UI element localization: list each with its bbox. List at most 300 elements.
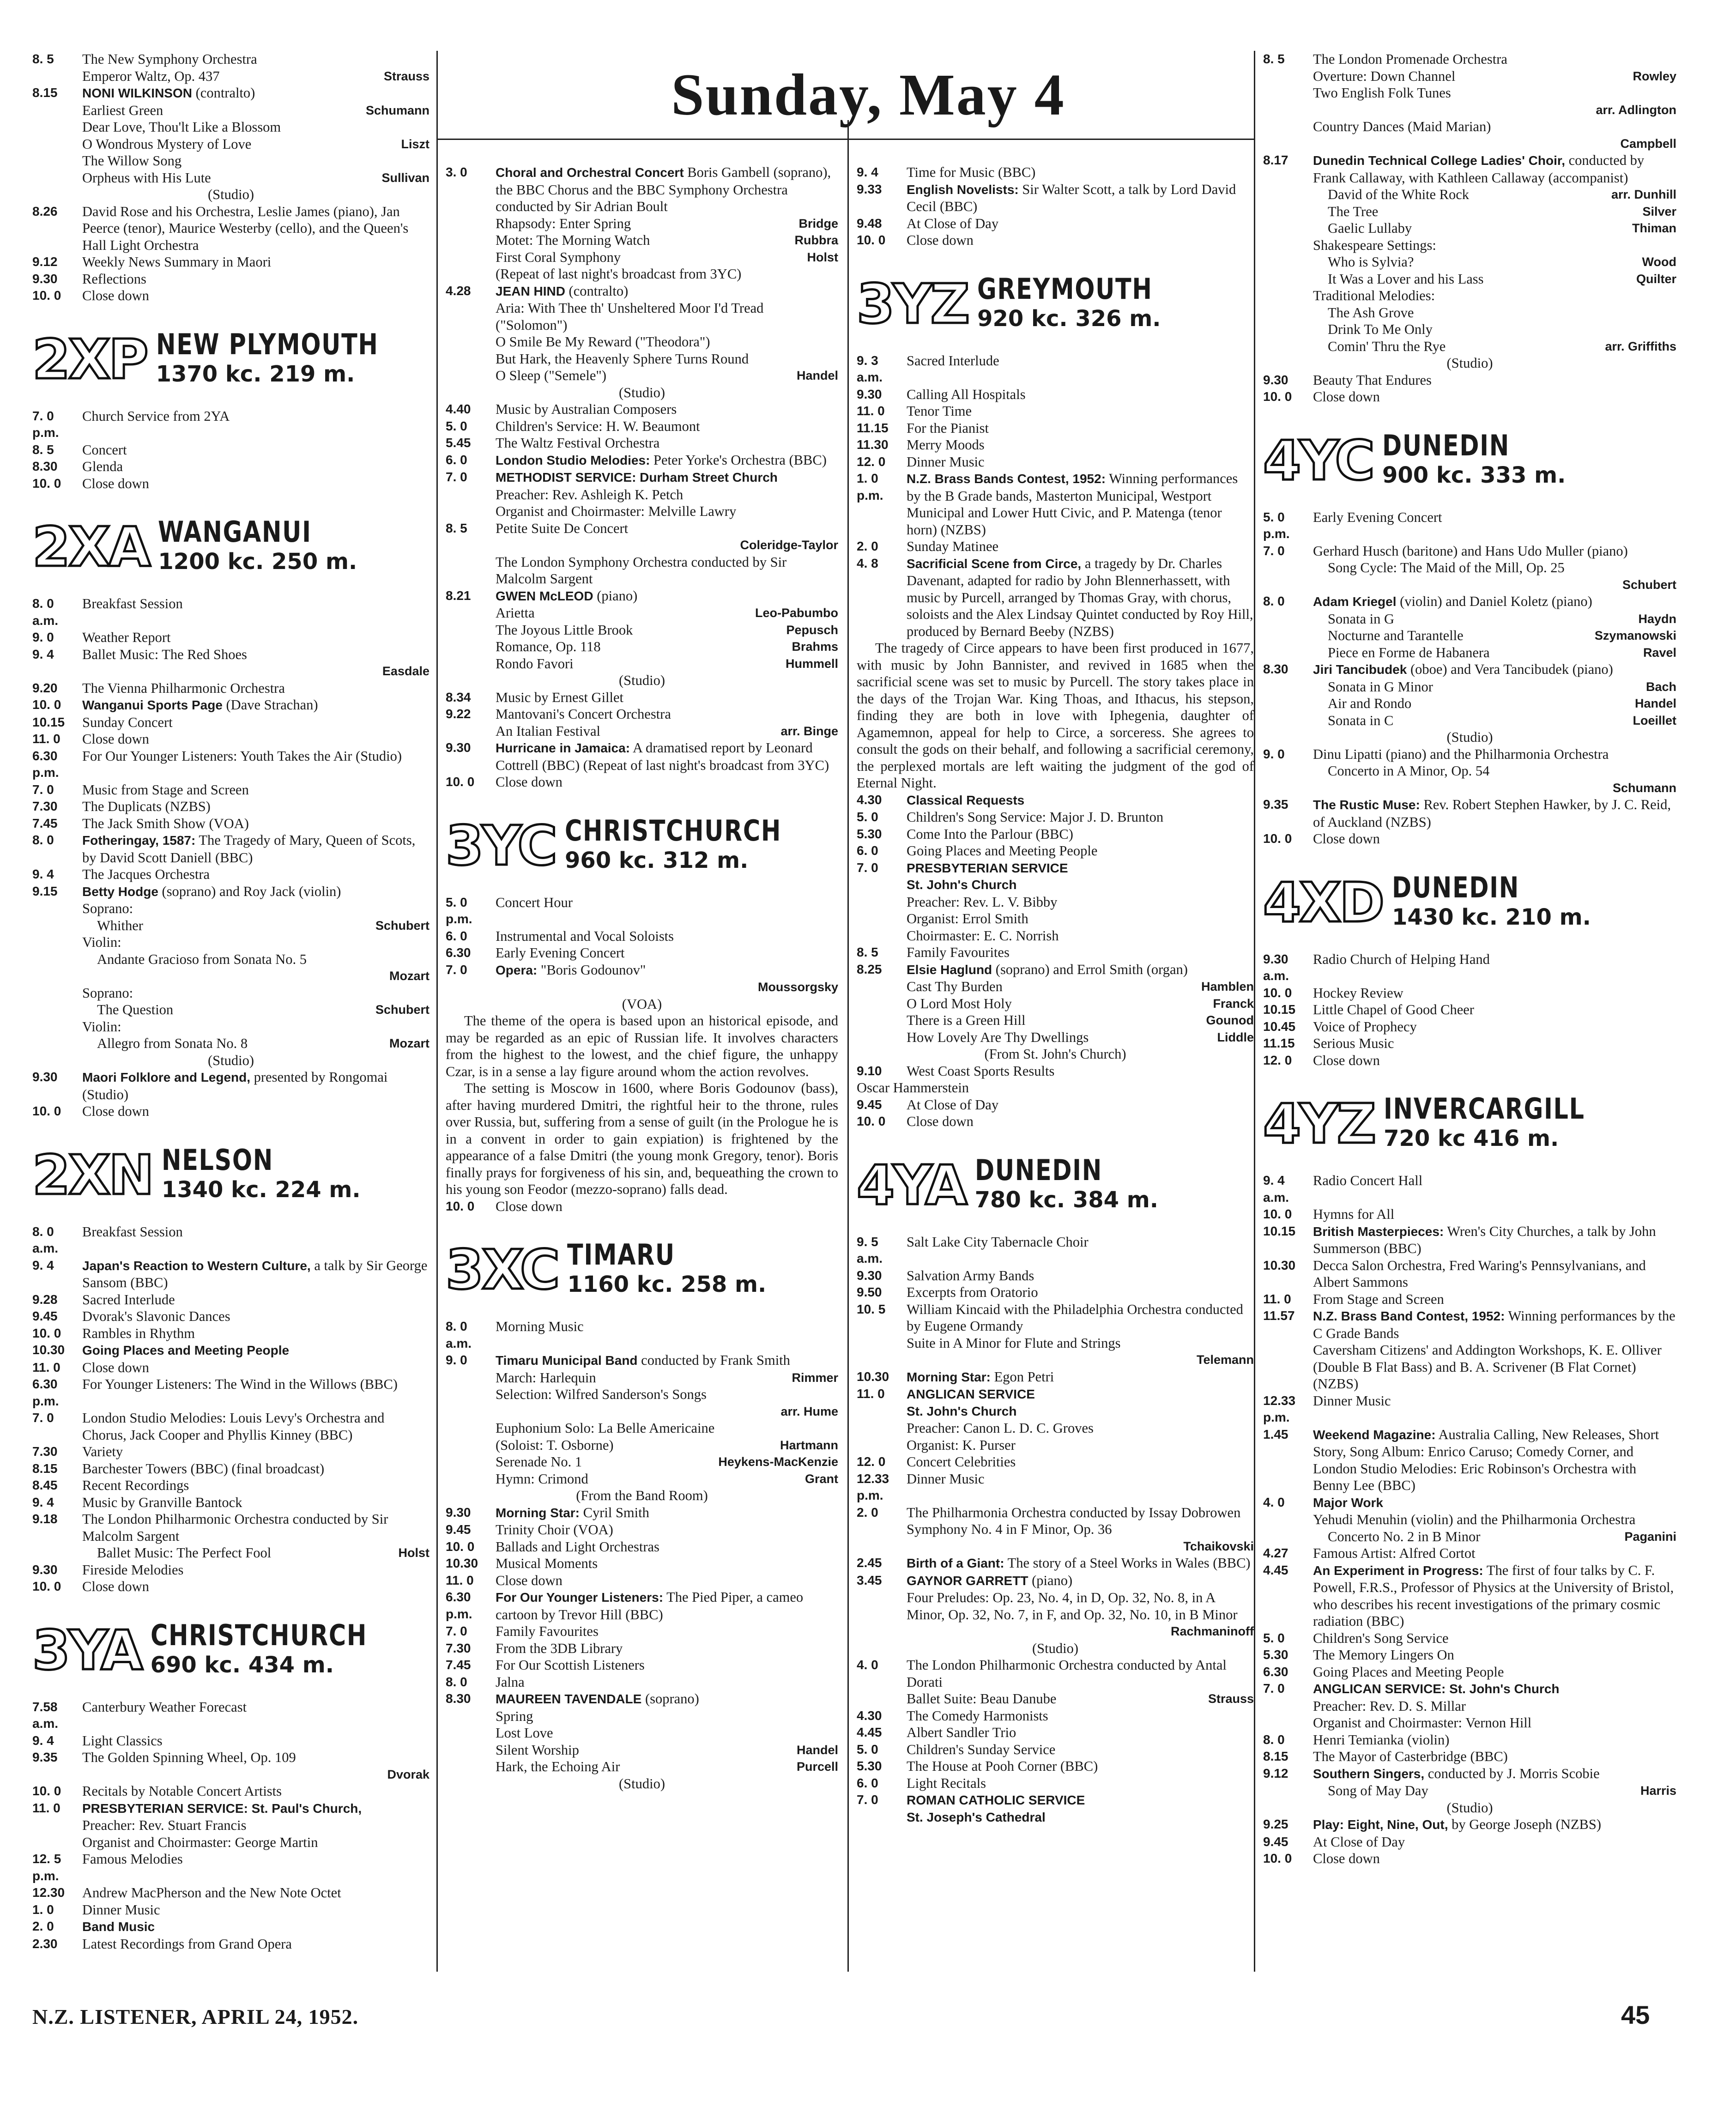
programme-time: 7.30 [32, 799, 58, 813]
work-line [1263, 355, 1676, 372]
station-city: WANGANUI [158, 515, 312, 549]
programme-time: 8. 5 [857, 945, 878, 959]
programme-entry [1263, 543, 1676, 560]
programme-entry [857, 1368, 1254, 1386]
programme-time: 1.45 [1263, 1427, 1288, 1441]
programme-text [82, 696, 429, 714]
programme-description: Close down [1313, 1052, 1380, 1068]
programme-time: 10. 0 [32, 476, 61, 490]
station-callsign-logo: 4YA [857, 1153, 966, 1217]
programme-time: 11. 0 [1263, 1291, 1291, 1306]
work-title: St. John's Church [907, 1404, 1017, 1418]
programme-time: 4. 0 [857, 1658, 878, 1672]
programme-description: Australia Calling, New Releases, Short Story, Song Album: Enrico Caruso; Comedy Corner, and London Studio Melodies: Eric Robinson's Orchestra with Benny Lee (BBC) [1313, 1426, 1659, 1493]
programme-entry [446, 1504, 838, 1522]
programme-description: Beauty That Endures [1313, 372, 1432, 388]
work-line [32, 900, 429, 917]
composer-name [834, 1420, 838, 1437]
work-title: Andante Gracioso from Sonata No. 5 [97, 951, 307, 967]
programme-entry [857, 1657, 1254, 1690]
programme-description: William Kincaid with the Philadelphia Orchestra conducted by Eugene Ormandy [907, 1301, 1243, 1334]
programme-time: 6.30 [446, 945, 471, 960]
programme-entry [857, 842, 1254, 860]
programme-text [1313, 509, 1676, 526]
station-header [32, 325, 429, 394]
programme-entry [1263, 1257, 1676, 1291]
work-title: Song Cycle: The Maid of the Mill, Op. 25 [1328, 560, 1565, 575]
programme-time: 3.45 [857, 1573, 882, 1587]
work-line [1263, 135, 1676, 152]
programme-entry [857, 792, 1254, 809]
programme-time: 9. 0 [1263, 746, 1285, 761]
programme-time: 8. 0 a.m. [32, 596, 59, 628]
work-title: Romance, Op. 118 [496, 639, 601, 654]
programme-time: 11.15 [857, 420, 889, 435]
composer-name: Liszt [401, 137, 429, 151]
programme-time: 10. 0 [446, 1199, 475, 1213]
programme-time: 11. 0 [32, 1360, 60, 1374]
composer-name [425, 152, 429, 170]
programme-text [907, 1471, 1254, 1488]
programme-entry [32, 1069, 429, 1103]
programme-entry [32, 51, 429, 68]
work-title: Preacher: Rev. Ashleigh K. Petch [496, 486, 684, 503]
work-title: But Hark, the Heavenly Sphere Turns Round [496, 351, 749, 367]
programme-entry [446, 1352, 838, 1369]
programme-highlight: Timaru Municipal Band [496, 1353, 638, 1368]
programme-time: 9. 4 [32, 1258, 54, 1272]
composer-name: Hartmann [780, 1438, 838, 1452]
programme-time: 5.30 [1263, 1647, 1288, 1662]
station-header [446, 811, 838, 880]
programme-description: a talk by Sir George Sansom (BBC) [82, 1257, 428, 1290]
composer-name [834, 486, 838, 503]
work-title: Emperor Waltz, Op. 437 [82, 68, 220, 84]
programme-text [907, 1724, 1254, 1741]
programme-text [1313, 51, 1676, 68]
work-line [32, 917, 429, 934]
programme-time: 5.45 [446, 436, 471, 450]
programme-text [1313, 1223, 1676, 1257]
work-title: Rondo Favori [496, 655, 574, 672]
programme-description: a tragedy by Dr. Charles Davenant, adapted for radio by John Blennerhassett, with music by Purcell, arranged by Thomas Gray, with chorus, soloists and the Alex Lindsay Quintet conducted by Roy Hill, produced by Bernard Beeby (NZBS) [907, 555, 1253, 639]
work-line [32, 1834, 429, 1851]
programme-text [1313, 1680, 1676, 1698]
programme-time: 5.30 [857, 1759, 882, 1773]
programme-description: At Close of Day [907, 215, 999, 231]
programme-time: 10. 0 [32, 1579, 61, 1593]
composer-name [1672, 118, 1676, 135]
programme-text [1313, 1647, 1676, 1664]
programme-time: 9.25 [1263, 1817, 1288, 1831]
programme-description: Variety [82, 1444, 123, 1459]
composer-name [425, 951, 429, 968]
programme-description: The London Promenade Orchestra [1313, 51, 1507, 67]
programme-description: Reflections [82, 271, 146, 287]
programme-text [496, 452, 838, 469]
programme-time: 9.48 [857, 216, 882, 230]
programme-text [1313, 1257, 1676, 1291]
programme-entry [446, 164, 838, 215]
programme-description: Dinner Music [907, 1471, 985, 1487]
programme-time: 9. 5 a.m. [857, 1234, 883, 1265]
composer-name [425, 985, 429, 1002]
programme-text [1313, 1001, 1676, 1018]
programme-entry [857, 164, 1254, 181]
programme-description: The New Symphony Orchestra [82, 51, 257, 67]
programme-time: 9. 4 [32, 1495, 54, 1509]
programme-entry [32, 696, 429, 714]
programme-highlight: NONI WILKINSON [82, 86, 192, 100]
composer-name: Handel [1634, 696, 1676, 710]
work-line [446, 1758, 838, 1775]
work-line [32, 1035, 429, 1052]
programme-text [907, 1792, 1254, 1809]
programme-entry [446, 1521, 838, 1538]
programme-highlight: Weekend Magazine: [1313, 1427, 1436, 1442]
station-callsign-logo: 3YC [446, 813, 556, 878]
composer-name [1249, 1437, 1254, 1454]
programme-time: 8. 5 [32, 442, 54, 457]
programme-entry [32, 1494, 429, 1511]
station-frequency: 900 kc. 333 m. [1382, 462, 1566, 488]
programme-time: 11. 0 [857, 1387, 885, 1401]
work-title: Preacher: Rev. D. S. Millar [1313, 1698, 1466, 1714]
programme-entry [1263, 1732, 1676, 1749]
programme-text [82, 731, 429, 748]
programme-highlight: Going Places and Meeting People [82, 1343, 290, 1357]
programme-time: 5. 0 p.m. [1263, 509, 1290, 541]
composer-name: Handel [796, 369, 838, 382]
programme-text [82, 1460, 429, 1477]
programme-entry [857, 538, 1254, 555]
programme-entry [1263, 1018, 1676, 1035]
programme-time: 4. 0 [1263, 1495, 1285, 1509]
programme-time: 9.30 a.m. [1263, 951, 1289, 983]
programme-description: Breakfast Session [82, 596, 183, 612]
programme-text [496, 1352, 838, 1369]
programme-time: 11. 0 [446, 1573, 474, 1587]
programme-entry [32, 714, 429, 731]
programme-entry [1263, 1291, 1676, 1308]
heading-rule [436, 139, 1254, 140]
programme-text [1313, 796, 1676, 830]
work-title: Preacher: Rev. L. V. Bibby [907, 894, 1058, 910]
programme-description: Close down [82, 475, 149, 491]
programme-time: 9.20 [32, 680, 58, 695]
programme-highlight: Elsie Haglund [907, 962, 992, 977]
programme-description: (piano) [1032, 1572, 1073, 1588]
work-title: (Soloist: T. Osborne) [496, 1437, 614, 1453]
programme-description: The London Philharmonic Orchestra conducted by Antal Dorati [907, 1657, 1227, 1690]
programme-entry [32, 1291, 429, 1308]
composer-name: Schumann [365, 103, 429, 117]
programme-entry [446, 587, 838, 605]
work-title: Song of May Day [1328, 1783, 1428, 1798]
programme-description: Glenda [82, 459, 123, 474]
work-title: (Studio) [619, 384, 665, 400]
programme-description: Winning performances by the B Grade bands, Masterton Municipal, Westport Municipal and Lower Hutt Civic, and P. Matenga (tenor horn) (NZBS) [907, 471, 1238, 538]
programme-description: The story of a Steel Works in Wales (BBC) [1007, 1555, 1251, 1571]
programme-highlight: PRESBYTERIAN SERVICE [907, 860, 1068, 875]
composer-name [1672, 85, 1676, 102]
composer-name [834, 1386, 838, 1403]
work-title: Traditional Melodies: [1313, 288, 1435, 303]
programme-time: 8.34 [446, 690, 471, 704]
programme-time: 10. 0 [1263, 985, 1292, 1000]
programme-text [907, 403, 1254, 420]
programme-entry [1263, 388, 1676, 406]
programme-text [82, 475, 429, 492]
programme-text [1313, 543, 1676, 560]
programme-note: The tragedy of Circe appears to have been first produced in 1677, with music by John Bannister, and revived in 1685 when the sacrificial scene was set to music by Purcell. The story takes place in the days of the Trojan War. King Thoas, and Ithacus, his stepson, finding they are both in love with Iphegenia, daughter of Agamemnon, appeal for help to Circe, a sorceress. She agrees to consult the gods on their behalf, and following a sacrificial ceremony, the perplexed mortals are left waiting the judgment of the god of Eternal Night. [857, 640, 1254, 791]
programme-entry [32, 646, 429, 663]
programme-description: Tenor Time [907, 403, 972, 419]
programme-text [496, 689, 838, 706]
work-title: Suite in A Minor for Flute and Strings [907, 1335, 1121, 1351]
programme-entry [32, 1223, 429, 1257]
work-line [857, 1420, 1254, 1437]
station-city: GREYMOUTH [977, 272, 1153, 306]
programme-entry [32, 595, 429, 629]
programme-text [496, 1538, 838, 1556]
programme-entry [857, 470, 1254, 538]
programme-time: 10.15 [32, 714, 65, 729]
programme-entry [857, 436, 1254, 454]
work-line [32, 1018, 429, 1035]
work-line [32, 152, 429, 170]
programme-time: 8.21 [446, 588, 471, 603]
programme-highlight: JEAN HIND [496, 284, 565, 298]
station-header [1263, 1089, 1676, 1158]
work-title: (Studio) [619, 672, 665, 688]
programme-description: Come Into the Parlour (BBC) [907, 826, 1073, 842]
programme-text [907, 842, 1254, 860]
programme-text [82, 1308, 429, 1325]
composer-name: arr. Dunhill [1611, 188, 1676, 201]
station-city: DUNEDIN [1382, 428, 1510, 462]
programme-text [1313, 1308, 1676, 1342]
work-title: Selection: Wilfred Sanderson's Songs [496, 1387, 707, 1402]
work-title: David of the White Rock [1328, 187, 1470, 202]
composer-name [425, 1018, 429, 1035]
programme-text [82, 1918, 429, 1936]
composer-name [834, 300, 838, 333]
programme-highlight: ROMAN CATHOLIC SERVICE [907, 1793, 1085, 1807]
station-header [1263, 868, 1676, 937]
programme-text [496, 706, 838, 723]
programme-entry [32, 1562, 429, 1579]
programme-description: (contralto) [195, 85, 255, 101]
programme-description: Decca Salon Orchestra, Fred Waring's Pennsylvanians, and Albert Sammons [1313, 1257, 1646, 1290]
programme-description: Ballet Music: The Red Shoes [82, 646, 247, 662]
programme-entry [1263, 1765, 1676, 1783]
programme-time: 8.30 [446, 1691, 471, 1706]
work-line [32, 170, 429, 187]
work-line [857, 910, 1254, 927]
programme-highlight: PRESBYTERIAN SERVICE: St. Paul's Church, [82, 1801, 362, 1816]
composer-name [1249, 1809, 1254, 1826]
programme-highlight: GWEN McLEOD [496, 588, 593, 603]
work-line [32, 985, 429, 1002]
composer-name: Schubert [1622, 577, 1676, 592]
programme-text [496, 1640, 838, 1657]
work-line [446, 1742, 838, 1759]
programme-entry [857, 215, 1254, 232]
programme-description: Winning performances by the C Grade Bands [1313, 1308, 1676, 1341]
programme-text [82, 646, 429, 663]
programme-description: Concert [82, 442, 127, 458]
programme-text [907, 1504, 1254, 1521]
work-line [857, 1079, 1254, 1096]
programme-description: Barchester Towers (BBC) (final broadcast) [82, 1460, 325, 1477]
work-line [446, 333, 838, 351]
programme-description: (oboe) and Vera Tancibudek (piano) [1410, 661, 1613, 677]
composer-name: Silver [1642, 204, 1676, 218]
work-title: Four Preludes: Op. 23, No. 4, in D, Op. 32, No. 8, in A Minor, Op. 32, No. 7, in F, and Op. 32, No. 10, in B Minor [907, 1590, 1238, 1623]
composer-name: Handel [796, 1743, 838, 1757]
work-title: The Willow Song [82, 153, 182, 169]
programme-description: The Memory Lingers On [1313, 1647, 1454, 1663]
programme-entry [857, 944, 1254, 961]
station-frequency: 1430 kc. 210 m. [1392, 904, 1591, 930]
work-line [1263, 627, 1676, 644]
programme-text [496, 283, 838, 300]
programme-highlight: British Masterpieces: [1313, 1224, 1444, 1239]
composer-name: Moussorgsky [757, 980, 838, 994]
work-line [1263, 695, 1676, 712]
programme-description: Famous Artist: Alfred Cortot [1313, 1545, 1476, 1561]
work-line [446, 605, 838, 622]
programme-text [907, 232, 1254, 249]
programme-text [82, 203, 429, 254]
programme-text [496, 928, 838, 945]
programme-text [82, 1511, 429, 1544]
programme-entry [32, 1918, 429, 1936]
composer-name: Strauss [383, 69, 429, 83]
programme-time: 10.45 [1263, 1019, 1296, 1034]
composer-name [1672, 321, 1676, 338]
work-line [32, 102, 429, 119]
programme-entry [446, 283, 838, 300]
programme-description: The Comedy Harmonists [907, 1707, 1048, 1724]
programme-entry [446, 452, 838, 469]
programme-text [82, 1783, 429, 1800]
station-info [567, 1240, 766, 1299]
composer-name [425, 1834, 429, 1851]
programme-entry [32, 1376, 429, 1410]
work-title: Piece en Forme de Habanera [1328, 644, 1490, 660]
station-callsign-logo: 3YZ [857, 272, 968, 336]
programme-text [1313, 1732, 1676, 1749]
station-city: NEW PLYMOUTH [156, 327, 379, 361]
programme-entry [857, 1234, 1254, 1267]
programme-time: 9.12 [1263, 1766, 1288, 1780]
programme-text [907, 1386, 1254, 1403]
programme-description: Dvorak's Slavonic Dances [82, 1308, 230, 1324]
page-heading: Sunday, May 4 [671, 62, 1065, 127]
programme-text [1313, 1562, 1676, 1630]
programme-entry [857, 1724, 1254, 1741]
programme-highlight: MAUREEN TAVENDALE [496, 1692, 642, 1706]
programme-text [907, 1758, 1254, 1775]
programme-entry [32, 1578, 429, 1595]
composer-name: arr. Griffiths [1605, 339, 1676, 353]
composer-name: Holst [398, 1546, 429, 1560]
programme-time: 9.15 [32, 884, 58, 898]
composer-name: Loeillet [1633, 713, 1676, 727]
composer-name: Hamblen [1201, 980, 1254, 993]
programme-text [1313, 951, 1676, 968]
work-line [446, 622, 838, 639]
programme-entry [1263, 1223, 1676, 1257]
work-line [446, 723, 838, 740]
programme-entry [32, 1477, 429, 1494]
work-line [1263, 729, 1676, 746]
programme-entry [857, 1267, 1254, 1284]
programme-text [82, 1936, 429, 1953]
programme-description: Peter Yorke's Orchestra (BBC) [653, 452, 827, 468]
programme-time: 8.30 [32, 459, 58, 473]
work-title: The Question [97, 1002, 174, 1017]
work-title: Sonata in C [1328, 712, 1394, 728]
programme-description: Dinner Music [907, 454, 985, 470]
programme-entry [32, 1901, 429, 1919]
composer-name [1672, 1511, 1676, 1528]
programme-text [907, 826, 1254, 843]
work-title: (Repeat of last night's broadcast from 3YC) [496, 266, 742, 282]
programme-text [82, 1749, 429, 1766]
work-title: Choirmaster: E. C. Norrish [907, 927, 1059, 944]
programme-note: The setting is Moscow in 1600, where Boris Godounov (bass), after having murdered Dmitri, the rightful heir to the throne, rules over Russia, but, suffering from a sense of guilt (in the Prologue he is in a convent in order to gain expiation) is frightened by the appearance of a false Dmitri (the young monk Gregory, tenor). Boris finally prays for forgiveness of his sin, and, bequeathing the crown to his young son Feodor (mezzo-soprano) falls dead. [446, 1080, 838, 1197]
programme-entry [32, 798, 429, 815]
composer-name: Heykens-MacKenzie [718, 1455, 838, 1469]
programme-description: Music by Granville Bantock [82, 1494, 242, 1510]
programme-text [1313, 1850, 1676, 1867]
programme-time: 10. 0 [1263, 831, 1292, 846]
programme-time: 12. 0 [1263, 1053, 1292, 1067]
station-city: DUNEDIN [1392, 870, 1519, 904]
programme-time: 2.45 [857, 1556, 882, 1570]
work-line [446, 537, 838, 554]
programme-description: Salvation Army Bands [907, 1267, 1034, 1284]
programme-time: 4.30 [857, 792, 882, 807]
programme-time: 10. 5 [857, 1302, 886, 1316]
programme-entry [446, 894, 838, 928]
programme-text [82, 408, 429, 425]
station-city: DUNEDIN [974, 1153, 1102, 1187]
programme-highlight: Choral and Orchestral Concert [496, 165, 684, 180]
programme-time: 6.30 p.m. [32, 1377, 59, 1408]
programme-description: Canterbury Weather Forecast [82, 1699, 247, 1715]
programme-description: Concert Celebrities [907, 1454, 1016, 1470]
station-info [974, 1153, 1158, 1215]
composer-name [834, 266, 838, 283]
page-number: 45 [1621, 2000, 1650, 2029]
programme-entry [857, 1284, 1254, 1301]
programme-description: conducted by Frank Callaway, with Kathleen Callaway (accompanist) [1313, 152, 1645, 186]
programme-text [82, 1410, 429, 1443]
programme-time: 9.18 [32, 1512, 58, 1526]
work-title: Organist and Choirmaster: Melville Lawry [496, 503, 737, 519]
composer-name [834, 1708, 838, 1725]
composer-name: Telemann [1196, 1353, 1254, 1367]
programme-description: Gerhard Husch (baritone) and Hans Udo Muller (piano) [1313, 543, 1628, 559]
programme-description: Mantovani's Concert Orchestra [496, 706, 671, 722]
programme-time: 3. 0 [446, 165, 467, 179]
programme-text [82, 1732, 429, 1750]
programme-description: Ballads and Light Orchestras [496, 1538, 659, 1555]
